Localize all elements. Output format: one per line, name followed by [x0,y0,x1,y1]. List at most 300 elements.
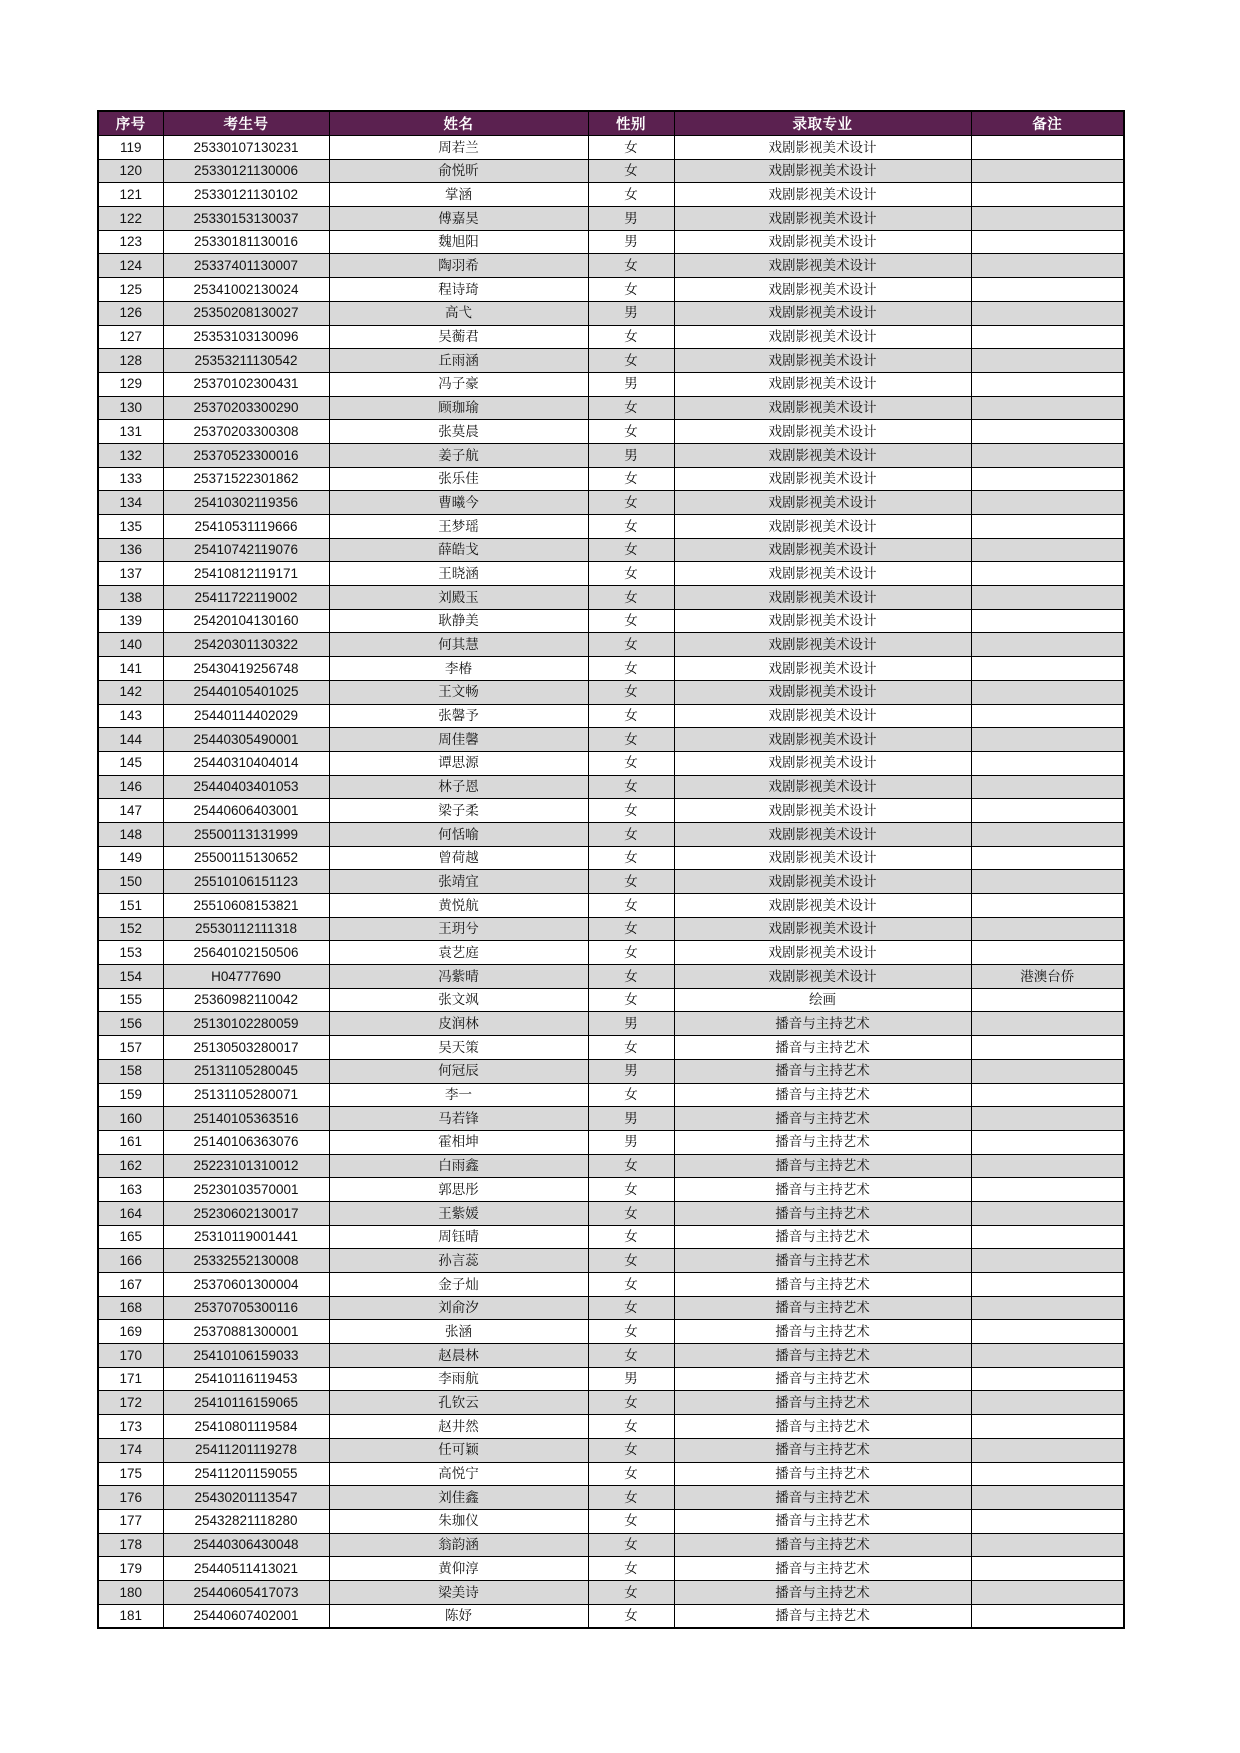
cell-gender: 女 [588,420,674,444]
cell-gender: 男 [588,1107,674,1131]
cell-remark [971,1249,1124,1273]
cell-candidate-id: 25420301130322 [163,633,329,657]
cell-serial: 132 [98,443,163,467]
cell-remark [971,799,1124,823]
cell-remark [971,207,1124,231]
cell-major: 戏剧影视美术设计 [674,420,971,444]
cell-serial: 150 [98,870,163,894]
cell-remark [971,515,1124,539]
cell-name: 张靖宜 [329,870,588,894]
cell-major: 播音与主持艺术 [674,1438,971,1462]
cell-serial: 160 [98,1107,163,1131]
admission-roster-table [97,110,1125,1629]
cell-gender: 男 [588,301,674,325]
cell-candidate-id: 25370203300290 [163,396,329,420]
cell-remark [971,728,1124,752]
cell-candidate-id: 25440606403001 [163,799,329,823]
cell-serial: 129 [98,372,163,396]
cell-remark [971,822,1124,846]
cell-remark [971,680,1124,704]
cell-major: 播音与主持艺术 [674,1486,971,1510]
cell-gender: 女 [588,965,674,989]
cell-candidate-id: 25440305490001 [163,728,329,752]
table-row [98,1249,1124,1273]
cell-candidate-id: 25370601300004 [163,1273,329,1297]
cell-serial: 162 [98,1154,163,1178]
cell-serial: 164 [98,1201,163,1225]
cell-candidate-id: 25440114402029 [163,704,329,728]
cell-serial: 134 [98,491,163,515]
cell-gender: 女 [588,1415,674,1439]
cell-serial: 148 [98,822,163,846]
cell-name: 王梦瑶 [329,515,588,539]
cell-serial: 120 [98,159,163,183]
table-row [98,1036,1124,1060]
cell-name: 掌涵 [329,183,588,207]
cell-name: 曹曦今 [329,491,588,515]
table-row [98,1059,1124,1083]
cell-gender: 女 [588,917,674,941]
cell-remark [971,1344,1124,1368]
cell-major: 播音与主持艺术 [674,1012,971,1036]
cell-major: 播音与主持艺术 [674,1580,971,1604]
cell-major: 播音与主持艺术 [674,1320,971,1344]
cell-major: 戏剧影视美术设计 [674,751,971,775]
table-row [98,846,1124,870]
cell-major: 播音与主持艺术 [674,1249,971,1273]
cell-serial: 136 [98,538,163,562]
cell-major: 戏剧影视美术设计 [674,657,971,681]
table-row [98,1604,1124,1628]
cell-gender: 男 [588,372,674,396]
cell-remark: 港澳台侨 [971,965,1124,989]
table-row [98,396,1124,420]
cell-gender: 女 [588,1509,674,1533]
cell-gender: 女 [588,467,674,491]
table-row [98,609,1124,633]
cell-remark [971,1178,1124,1202]
table-row [98,1438,1124,1462]
cell-gender: 女 [588,1273,674,1297]
cell-serial: 141 [98,657,163,681]
cell-serial: 149 [98,846,163,870]
cell-name: 周钰晴 [329,1225,588,1249]
cell-name: 程诗琦 [329,278,588,302]
cell-major: 戏剧影视美术设计 [674,846,971,870]
cell-major: 戏剧影视美术设计 [674,349,971,373]
table-row [98,704,1124,728]
cell-gender: 女 [588,680,674,704]
cell-remark [971,1486,1124,1510]
cell-major: 戏剧影视美术设计 [674,633,971,657]
table-row [98,1154,1124,1178]
cell-candidate-id: 25337401130007 [163,254,329,278]
cell-serial: 139 [98,609,163,633]
cell-candidate-id: 25510608153821 [163,894,329,918]
cell-candidate-id: H04777690 [163,965,329,989]
cell-gender: 女 [588,278,674,302]
cell-candidate-id: 25411722119002 [163,586,329,610]
cell-gender: 男 [588,207,674,231]
cell-gender: 女 [588,586,674,610]
cell-candidate-id: 25640102150506 [163,941,329,965]
cell-candidate-id: 25130503280017 [163,1036,329,1060]
cell-serial: 173 [98,1415,163,1439]
cell-serial: 169 [98,1320,163,1344]
table-row [98,1178,1124,1202]
cell-serial: 123 [98,230,163,254]
cell-candidate-id: 25131105280071 [163,1083,329,1107]
cell-candidate-id: 25353211130542 [163,349,329,373]
cell-major: 播音与主持艺术 [674,1083,971,1107]
cell-gender: 女 [588,846,674,870]
cell-gender: 女 [588,704,674,728]
cell-candidate-id: 25410801119584 [163,1415,329,1439]
table-row [98,1391,1124,1415]
cell-remark [971,1154,1124,1178]
cell-serial: 178 [98,1533,163,1557]
cell-name: 高悦宁 [329,1462,588,1486]
cell-candidate-id: 25310119001441 [163,1225,329,1249]
cell-gender: 女 [588,491,674,515]
cell-name: 张馨予 [329,704,588,728]
cell-gender: 男 [588,230,674,254]
cell-major: 播音与主持艺术 [674,1036,971,1060]
cell-candidate-id: 25440105401025 [163,680,329,704]
cell-serial: 119 [98,136,163,160]
cell-remark [971,917,1124,941]
cell-remark [971,1367,1124,1391]
table-row [98,1462,1124,1486]
cell-remark [971,704,1124,728]
cell-gender: 男 [588,1012,674,1036]
table-row [98,775,1124,799]
cell-name: 刘佳鑫 [329,1486,588,1510]
cell-candidate-id: 25440511413021 [163,1557,329,1581]
cell-major: 戏剧影视美术设计 [674,467,971,491]
cell-major: 播音与主持艺术 [674,1059,971,1083]
cell-name: 任可颖 [329,1438,588,1462]
table-row [98,372,1124,396]
table-row [98,1557,1124,1581]
cell-major: 戏剧影视美术设计 [674,443,971,467]
cell-gender: 女 [588,136,674,160]
cell-major: 播音与主持艺术 [674,1462,971,1486]
cell-gender: 女 [588,775,674,799]
cell-serial: 147 [98,799,163,823]
cell-name: 梁美诗 [329,1580,588,1604]
cell-gender: 女 [588,562,674,586]
table-row [98,325,1124,349]
cell-gender: 女 [588,159,674,183]
cell-name: 李椿 [329,657,588,681]
cell-name: 顾珈瑜 [329,396,588,420]
cell-major: 播音与主持艺术 [674,1367,971,1391]
cell-serial: 152 [98,917,163,941]
cell-gender: 女 [588,254,674,278]
cell-major: 戏剧影视美术设计 [674,278,971,302]
table-row [98,1130,1124,1154]
cell-candidate-id: 25370881300001 [163,1320,329,1344]
cell-candidate-id: 25410812119171 [163,562,329,586]
cell-gender: 女 [588,183,674,207]
cell-remark [971,633,1124,657]
cell-gender: 女 [588,1320,674,1344]
cell-name: 赵井然 [329,1415,588,1439]
cell-name: 翁韵涵 [329,1533,588,1557]
cell-candidate-id: 25370102300431 [163,372,329,396]
cell-serial: 170 [98,1344,163,1368]
cell-candidate-id: 25140105363516 [163,1107,329,1131]
cell-major: 戏剧影视美术设计 [674,396,971,420]
cell-gender: 女 [588,1486,674,1510]
cell-candidate-id: 25223101310012 [163,1154,329,1178]
col-header-serial: 序号 [98,111,163,136]
cell-serial: 174 [98,1438,163,1462]
cell-serial: 125 [98,278,163,302]
admission-list-table-wrap [97,110,1123,1629]
table-row [98,680,1124,704]
cell-name: 金子灿 [329,1273,588,1297]
cell-remark [971,870,1124,894]
table-row [98,159,1124,183]
cell-remark [971,349,1124,373]
table-row [98,1296,1124,1320]
cell-candidate-id: 25440306430048 [163,1533,329,1557]
cell-gender: 女 [588,349,674,373]
cell-candidate-id: 25370523300016 [163,443,329,467]
cell-serial: 121 [98,183,163,207]
cell-remark [971,1059,1124,1083]
cell-serial: 143 [98,704,163,728]
cell-gender: 女 [588,1296,674,1320]
cell-candidate-id: 25510106151123 [163,870,329,894]
cell-gender: 女 [588,1391,674,1415]
cell-remark [971,846,1124,870]
cell-gender: 女 [588,1557,674,1581]
cell-candidate-id: 25410116159065 [163,1391,329,1415]
cell-remark [971,1438,1124,1462]
cell-remark [971,894,1124,918]
cell-gender: 女 [588,1201,674,1225]
cell-serial: 130 [98,396,163,420]
cell-gender: 女 [588,1580,674,1604]
cell-remark [971,941,1124,965]
cell-candidate-id: 25330107130231 [163,136,329,160]
cell-major: 戏剧影视美术设计 [674,254,971,278]
cell-major: 戏剧影视美术设计 [674,325,971,349]
cell-name: 梁子柔 [329,799,588,823]
cell-candidate-id: 25430201113547 [163,1486,329,1510]
cell-major: 播音与主持艺术 [674,1533,971,1557]
cell-remark [971,751,1124,775]
cell-gender: 女 [588,728,674,752]
table-row [98,1509,1124,1533]
cell-candidate-id: 25410742119076 [163,538,329,562]
cell-serial: 166 [98,1249,163,1273]
table-row [98,301,1124,325]
cell-serial: 140 [98,633,163,657]
cell-gender: 女 [588,1344,674,1368]
cell-remark [971,467,1124,491]
cell-candidate-id: 25500115130652 [163,846,329,870]
cell-major: 戏剧影视美术设计 [674,372,971,396]
cell-serial: 122 [98,207,163,231]
cell-remark [971,1083,1124,1107]
cell-serial: 124 [98,254,163,278]
table-row [98,230,1124,254]
col-header-gender: 性别 [588,111,674,136]
cell-candidate-id: 25370705300116 [163,1296,329,1320]
cell-major: 播音与主持艺术 [674,1107,971,1131]
cell-major: 戏剧影视美术设计 [674,822,971,846]
table-row [98,1083,1124,1107]
cell-name: 王文畅 [329,680,588,704]
table-row [98,207,1124,231]
table-row [98,1107,1124,1131]
cell-name: 林子恩 [329,775,588,799]
cell-candidate-id: 25360982110042 [163,988,329,1012]
cell-remark [971,1320,1124,1344]
cell-serial: 175 [98,1462,163,1486]
cell-candidate-id: 25440310404014 [163,751,329,775]
cell-gender: 女 [588,894,674,918]
cell-candidate-id: 25371522301862 [163,467,329,491]
cell-serial: 168 [98,1296,163,1320]
cell-name: 朱珈仪 [329,1509,588,1533]
cell-major: 播音与主持艺术 [674,1296,971,1320]
table-row [98,1225,1124,1249]
cell-serial: 127 [98,325,163,349]
cell-serial: 179 [98,1557,163,1581]
cell-name: 何恬喻 [329,822,588,846]
cell-serial: 176 [98,1486,163,1510]
cell-major: 播音与主持艺术 [674,1344,971,1368]
cell-serial: 167 [98,1273,163,1297]
cell-remark [971,1130,1124,1154]
cell-name: 黄悦航 [329,894,588,918]
cell-gender: 女 [588,1036,674,1060]
cell-name: 王紫媛 [329,1201,588,1225]
cell-candidate-id: 25353103130096 [163,325,329,349]
cell-name: 吴天策 [329,1036,588,1060]
cell-candidate-id: 25411201119278 [163,1438,329,1462]
cell-serial: 180 [98,1580,163,1604]
col-header-remark: 备注 [971,111,1124,136]
cell-major: 播音与主持艺术 [674,1273,971,1297]
cell-candidate-id: 25410106159033 [163,1344,329,1368]
table-row [98,633,1124,657]
cell-candidate-id: 25131105280045 [163,1059,329,1083]
cell-remark [971,443,1124,467]
cell-gender: 女 [588,396,674,420]
cell-candidate-id: 25230103570001 [163,1178,329,1202]
cell-gender: 男 [588,1130,674,1154]
cell-remark [971,1225,1124,1249]
cell-name: 郭思彤 [329,1178,588,1202]
cell-name: 俞悦昕 [329,159,588,183]
cell-major: 播音与主持艺术 [674,1557,971,1581]
table-row [98,965,1124,989]
cell-remark [971,372,1124,396]
cell-name: 张文飒 [329,988,588,1012]
table-row [98,1273,1124,1297]
cell-major: 播音与主持艺术 [674,1201,971,1225]
cell-gender: 女 [588,1225,674,1249]
table-row [98,491,1124,515]
table-row [98,538,1124,562]
cell-name: 李雨航 [329,1367,588,1391]
cell-serial: 135 [98,515,163,539]
cell-major: 戏剧影视美术设计 [674,491,971,515]
cell-remark [971,1557,1124,1581]
cell-serial: 154 [98,965,163,989]
cell-remark [971,657,1124,681]
cell-remark [971,1604,1124,1628]
cell-name: 马若锋 [329,1107,588,1131]
cell-serial: 128 [98,349,163,373]
cell-candidate-id: 25341002130024 [163,278,329,302]
cell-name: 谭思源 [329,751,588,775]
table-body [98,136,1124,1629]
cell-major: 戏剧影视美术设计 [674,775,971,799]
cell-gender: 女 [588,1438,674,1462]
cell-major: 戏剧影视美术设计 [674,799,971,823]
cell-name: 陈妤 [329,1604,588,1628]
cell-serial: 151 [98,894,163,918]
cell-remark [971,1509,1124,1533]
cell-major: 戏剧影视美术设计 [674,230,971,254]
cell-gender: 女 [588,515,674,539]
cell-remark [971,159,1124,183]
table-row [98,254,1124,278]
cell-serial: 133 [98,467,163,491]
cell-major: 播音与主持艺术 [674,1130,971,1154]
cell-candidate-id: 25370203300308 [163,420,329,444]
cell-remark [971,230,1124,254]
cell-remark [971,491,1124,515]
cell-remark [971,1201,1124,1225]
cell-major: 戏剧影视美术设计 [674,894,971,918]
cell-major: 播音与主持艺术 [674,1604,971,1628]
cell-candidate-id: 25430419256748 [163,657,329,681]
cell-gender: 女 [588,988,674,1012]
cell-candidate-id: 25440403401053 [163,775,329,799]
cell-gender: 女 [588,822,674,846]
cell-remark [971,1107,1124,1131]
cell-remark [971,1415,1124,1439]
table-row [98,1580,1124,1604]
cell-serial: 171 [98,1367,163,1391]
cell-gender: 女 [588,1154,674,1178]
cell-major: 播音与主持艺术 [674,1225,971,1249]
header-row [98,111,1124,136]
cell-remark [971,1296,1124,1320]
cell-name: 魏旭阳 [329,230,588,254]
cell-candidate-id: 25410531119666 [163,515,329,539]
cell-remark [971,1462,1124,1486]
cell-major: 戏剧影视美术设计 [674,965,971,989]
cell-major: 戏剧影视美术设计 [674,870,971,894]
cell-name: 丘雨涵 [329,349,588,373]
cell-major: 播音与主持艺术 [674,1154,971,1178]
cell-remark [971,420,1124,444]
cell-candidate-id: 25410302119356 [163,491,329,515]
cell-candidate-id: 25230602130017 [163,1201,329,1225]
cell-name: 张莫晨 [329,420,588,444]
cell-gender: 女 [588,751,674,775]
cell-candidate-id: 25432821118280 [163,1509,329,1533]
